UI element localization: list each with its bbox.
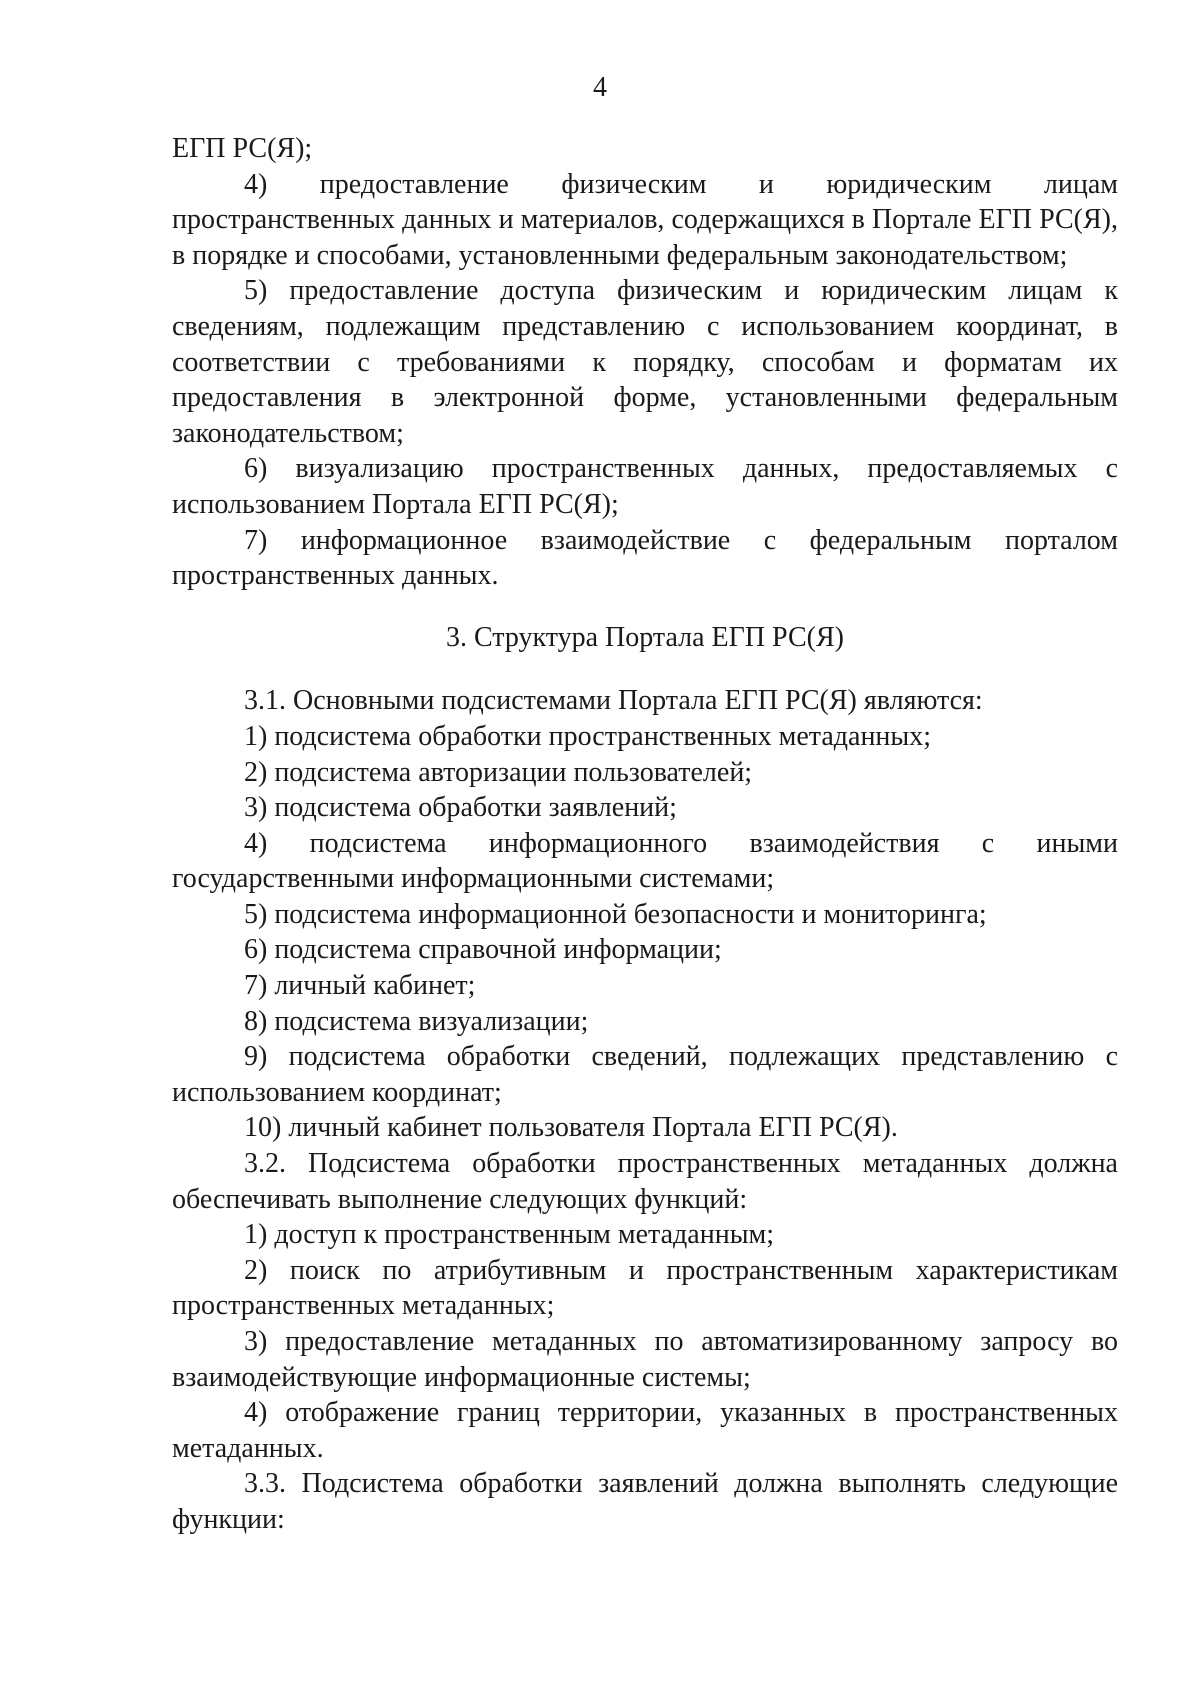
clause-3-1: 3.1. Основными подсистемами Портала ЕГП РС(Я) являются:: [244, 685, 983, 717]
section-heading: 3. Структура Портала ЕГП РС(Я): [446, 621, 844, 653]
list-item: 10) личный кабинет пользователя Портала ЕГП РС(Я).: [244, 1112, 898, 1144]
list-item: 6) визуализацию пространственных данных, предоставляемых с использованием Портала ЕГП РС(Я);: [172, 453, 1118, 520]
list-item: 4) подсистема информационного взаимодействия с иными государственными информационными системами;: [172, 827, 1118, 895]
paragraph: ЕГП РС(Я);: [172, 133, 313, 164]
list-item: 4) отображение границ территории, указанных в пространственных метаданных.: [172, 1397, 1118, 1464]
list-item: 3) подсистема обработки заявлений;: [244, 792, 677, 824]
list-item: 1) доступ к пространственным метаданным;: [244, 1219, 775, 1251]
list-item: 7) информационное взаимодействие с федеральным порталом пространственных данных.: [172, 524, 1118, 592]
list-item: 5) подсистема информационной безопасности и мониторинга;: [244, 898, 987, 930]
clause-3-2: 3.2. Подсистема обработки пространственных метаданных должна обеспечивать выполнение следующих функций:: [172, 1148, 1118, 1215]
list-item: 9) подсистема обработки сведений, подлежащих представлению с использованием координат;: [172, 1041, 1118, 1108]
list-item: 7) личный кабинет;: [244, 970, 476, 1002]
page-number: 4: [593, 72, 607, 103]
list-item: 6) подсистема справочной информации;: [244, 934, 722, 966]
list-item: 2) поиск по атрибутивным и пространственным характеристикам пространственных метаданных;: [172, 1254, 1118, 1322]
document-body: [172, 131, 1118, 1538]
list-item: 3) предоставление метаданных по автоматизированному запросу во взаимодействующие информационные системы;: [172, 1326, 1118, 1393]
clause-3-3: 3.3. Подсистема обработки заявлений должна выполнять следующие функции:: [172, 1468, 1118, 1535]
list-item: 8) подсистема визуализации;: [244, 1005, 589, 1037]
list-item: 5) предоставление доступа физическим и юридическим лицам к сведениям, подлежащим представлению с использованием координат, в соответствии с требованиями к порядку, способам и форматам их предоставления в электронной форме, установленными федеральным законодательством;: [172, 275, 1118, 449]
list-item: 1) подсистема обработки пространственных метаданных;: [244, 720, 931, 752]
list-item: 4) предоставление физическим и юридическим лицам пространственных данных и материалов, содержащихся в Портале ЕГП РС(Я), в порядке и способами, установленными федеральным законодательством;: [172, 168, 1118, 271]
list-item: 2) подсистема авторизации пользователей;: [244, 756, 753, 788]
